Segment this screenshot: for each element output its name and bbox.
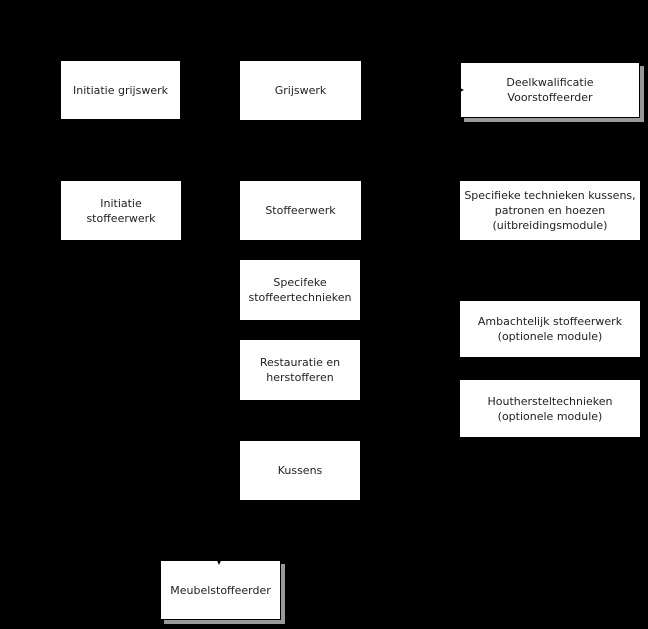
node-houthersteltechnieken — [460, 380, 640, 437]
node-ambachtelijk-stoffeerwerk — [460, 301, 640, 357]
node-grijswerk — [240, 61, 361, 120]
node-label: Specifeke stoffeertechnieken — [248, 276, 352, 304]
node-label: Initiatie grijswerk — [72, 83, 169, 97]
node-specifieke-technieken-kussens — [460, 181, 640, 240]
node-label: Meubelstoffeerder — [170, 583, 271, 597]
node-stoffeerwerk — [240, 181, 361, 240]
node-label: Deelkwalificatie Voorstoffeerder — [506, 76, 594, 104]
arrowhead-right-icon — [452, 84, 464, 96]
node-initiatie-stoffeerwerk — [61, 181, 181, 240]
node-restauratie-en-herstofferen — [240, 340, 360, 400]
node-label: Stoffeerwerk — [265, 204, 336, 217]
node-label: Ambachtelijk stoffeerwerk (optionele module) — [477, 315, 623, 343]
node-meubelstoffeerder — [160, 560, 281, 620]
node-deelkwalificatie-voorstoffeerder — [460, 62, 640, 118]
node-label: Specifieke technieken kussens, patronen en hoezen (uitbreidingsmodule) — [464, 189, 636, 232]
node-initiatie-grijswerk — [61, 61, 180, 119]
node-label: Initiatie stoffeerwerk — [86, 196, 156, 225]
node-kussens — [240, 441, 360, 500]
node-label: Kussens — [277, 464, 323, 477]
node-label: Grijswerk — [274, 84, 327, 97]
node-label: Restauratie en herstofferen — [259, 356, 341, 384]
node-specifeke-stoffeertechnieken — [240, 260, 360, 320]
arrowhead-down-icon — [214, 554, 224, 565]
node-label: Houthersteltechnieken (optionele module) — [487, 394, 613, 423]
